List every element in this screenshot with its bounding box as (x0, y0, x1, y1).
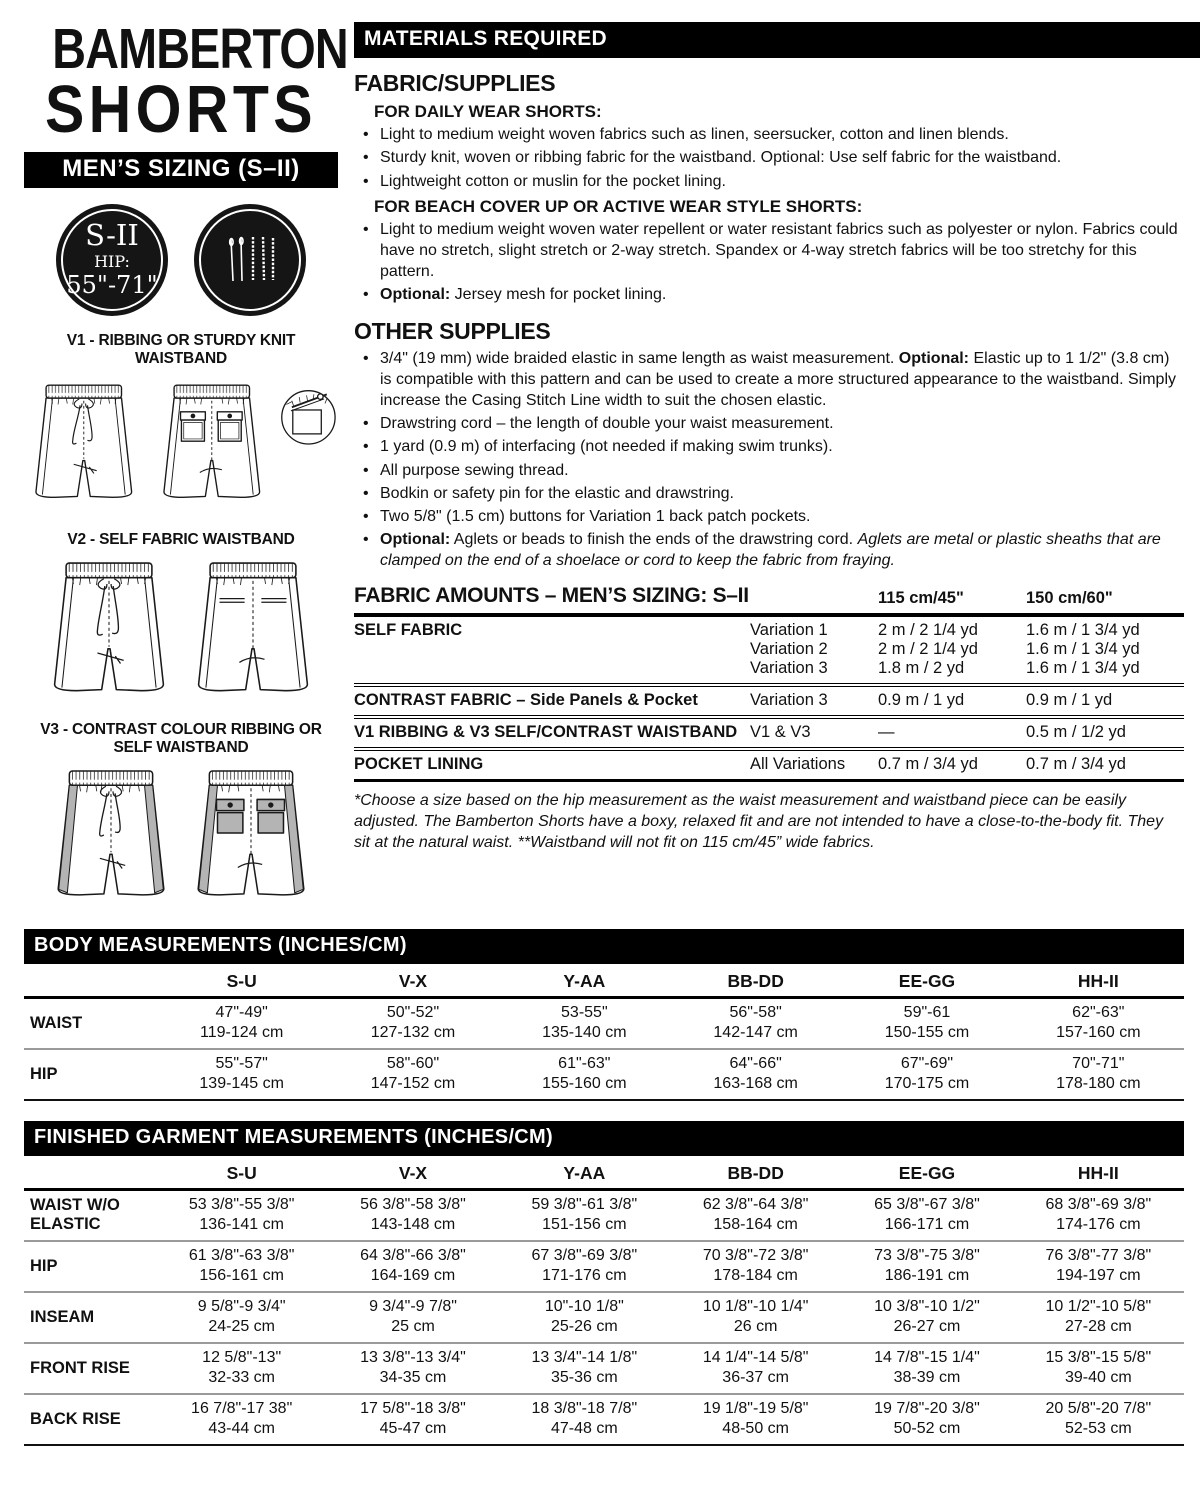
measurement-cell: 73 3/8"-75 3/8" 186-191 cm (841, 1241, 1012, 1292)
table-row: CONTRAST FABRIC – Side Panels & Pocket Variation 3 0.9 m / 1 yd 0.9 m / 1 yd (354, 683, 1184, 715)
list-item: • All purpose sewing thread. (354, 461, 1184, 482)
size-column-header: EE-GG (841, 1156, 1012, 1190)
fabric-amounts-title: FABRIC AMOUNTS – MEN’S SIZING: S–II (354, 584, 749, 608)
measurement-cell: 47"-49" 119-124 cm (200, 1003, 284, 1041)
measurement-cell: 13 3/8"-13 3/4" 34-35 cm (327, 1343, 498, 1394)
measurement-row (24, 1189, 1184, 1241)
measurement-cell: 18 3/8"-18 7/8" 47-48 cm (499, 1394, 670, 1445)
shorts-back-drawing (152, 373, 272, 515)
bullet-icon: • (363, 461, 369, 479)
col-header-115: 115 cm/45" (878, 589, 964, 608)
bullet-icon: • (363, 221, 369, 239)
shorts-front-drawing (24, 373, 144, 515)
measurement-cell: 62 3/8"-64 3/8" 158-164 cm (702, 1195, 809, 1233)
list-item: • Optional: Jersey mesh for pocket lining. (354, 285, 1184, 306)
variation-3-label: V3 - CONTRAST COLOUR RIBBING OR SELF WAISTBAND (40, 721, 322, 757)
finished-measurements-bar: FINISHED GARMENT MEASUREMENTS (INCHES/CM) (24, 1121, 1184, 1156)
list-item: • Optional: Aglets or beads to finish the ends of the drawstring cord. Aglets are metal or plastic sheaths that are clamped on the end of a shoelace or cord to keep the fabric from fraying. (354, 530, 1184, 572)
measurement-row (24, 1049, 1184, 1100)
bullet-icon: • (363, 438, 369, 456)
measurement-cell: 55"-57" 139-145 cm (156, 1049, 327, 1100)
left-column (24, 17, 348, 909)
measurement-cell: 61 3/8"-63 3/8" 156-161 cm (156, 1241, 327, 1292)
measurement-label: BACK RISE (24, 1394, 156, 1445)
needles-badge (194, 204, 306, 316)
list-item: • 1 yard (0.9 m) of interfacing (not needed if making swim trunks). (354, 437, 1184, 458)
measurement-cell: 10 3/8"-10 1/2" 26-27 cm (841, 1292, 1012, 1343)
list-item: • 3/4" (19 mm) wide braided elastic in same length as waist measurement. Optional: Elastic up to 1 1/2" (3.8 cm) is compatible with this pattern and can be used to create a more structured appearance to the waistband. Simply increase the Casing Stitch Line width to suit the chosen elastic. (354, 349, 1184, 411)
bullet-icon: • (363, 414, 369, 432)
measurement-cell: 62"-63" 157-160 cm (1056, 1003, 1141, 1041)
right-column (338, 22, 1184, 909)
measurement-cell: 56"-58" 142-147 cm (713, 1003, 798, 1041)
measurement-cell: 65 3/8"-67 3/8" 166-171 cm (874, 1195, 980, 1233)
shorts-back-drawing (185, 555, 321, 705)
measurement-cell: 59"-61 150-155 cm (884, 1003, 970, 1041)
measurement-cell: 14 7/8"-15 1/4" 38-39 cm (841, 1343, 1012, 1394)
needles-icon (215, 225, 285, 295)
size-column-header: V-X (327, 964, 498, 998)
fabric-supplies-heading: FABRIC/SUPPLIES (354, 70, 556, 96)
bullet-icon: • (363, 126, 369, 143)
variation-3-illustration (24, 763, 338, 909)
list-item: • Bodkin or safety pin for the elastic and drawstring. (354, 484, 1184, 505)
size-badge (56, 204, 168, 316)
measurement-cell: 19 7/8"-20 3/8" 50-52 cm (841, 1394, 1012, 1445)
sizing-banner: MEN’S SIZING (S–II) (24, 152, 338, 188)
materials-required-bar: MATERIALS REQUIRED (354, 22, 1200, 58)
size-column-header: HH-II (1013, 1156, 1184, 1190)
size-badge-hip-range: 55"-71" (66, 270, 158, 299)
measurement-cell: 56 3/8"-58 3/8" 143-148 cm (360, 1195, 466, 1233)
fabric-amounts-table (354, 584, 1184, 782)
body-measurements-section (24, 929, 1184, 1101)
other-supplies-heading: OTHER SUPPLIES (354, 318, 551, 345)
finished-measurements-section (24, 1121, 1184, 1446)
measurement-row (24, 997, 1184, 1049)
sizing-footnote: *Choose a size based on the hip measurement as the waist measurement and waistband piece can be easily adjusted. The Bamberton Shorts have a boxy, relaxed fit and are not intended to have a close-to-the-body fit. They sit at the natural waist. **Waistband will not fit on 115 cm/45” wide fabrics. (354, 792, 1164, 851)
measurement-row (24, 1343, 1184, 1394)
measurement-cell: 10"-10 1/8" 25-26 cm (499, 1292, 670, 1343)
body-measurements-table (24, 964, 1184, 1101)
measurement-cell: 68 3/8"-69 3/8" 174-176 cm (1045, 1195, 1152, 1233)
measurement-cell: 15 3/8"-15 5/8" 39-40 cm (1013, 1343, 1184, 1394)
table-row: POCKET LINING All Variations 0.7 m / 3/4 yd 0.7 m / 3/4 yd (354, 747, 1184, 779)
bullet-icon: • (363, 484, 369, 502)
list-item: • Sturdy knit, woven or ribbing fabric for the waistband. Optional: Use self fabric for the waistband. (354, 148, 1184, 169)
size-column-header: Y-AA (499, 1156, 670, 1190)
measurement-label: WAIST W/O ELASTIC (30, 1196, 120, 1234)
bullet-icon: • (363, 286, 369, 304)
measurement-cell: 17 5/8"-18 3/8" 45-47 cm (327, 1394, 498, 1445)
size-column-header: EE-GG (841, 964, 1012, 998)
size-column-header: S-U (156, 964, 327, 998)
list-item: • Light to medium weight woven water repellent or water resistant fabrics such as polyester or nylon. Fabrics could have no stretch, slight stretch or 2-way stretch. Spandex or 4-way stretch fabrics will be too stretchy for this pattern. (354, 220, 1184, 282)
measurement-cell: 59 3/8"-61 3/8" 151-156 cm (531, 1195, 638, 1233)
measurement-cell: 12 5/8"-13" 32-33 cm (156, 1343, 327, 1394)
size-badge-hip-label: HIP: (94, 252, 130, 272)
list-item: • Two 5/8" (1.5 cm) buttons for Variation 1 back patch pockets. (354, 507, 1184, 528)
measurement-cell: 9 3/4"-9 7/8" 25 cm (327, 1292, 498, 1343)
measurement-cell: 10 1/8"-10 1/4" 26 cm (670, 1292, 841, 1343)
table-row: V1 RIBBING & V3 SELF/CONTRAST WAISTBAND V1 & V3 — 0.5 m / 1/2 yd (354, 715, 1184, 747)
size-column-header: BB-DD (670, 964, 841, 998)
measurement-cell: 70"-71" 178-180 cm (1013, 1049, 1184, 1100)
shorts-back-drawing (185, 763, 317, 909)
variation-1-label: V1 - RIBBING OR STURDY KNIT WAISTBAND (66, 331, 296, 367)
size-column-header: Y-AA (499, 964, 670, 998)
bullet-icon: • (363, 531, 369, 549)
bullet-icon: • (363, 172, 369, 190)
measurement-label: INSEAM (24, 1292, 156, 1343)
measurement-row (24, 1394, 1184, 1445)
shorts-front-drawing (41, 555, 177, 705)
measurement-cell: 19 1/8"-19 5/8" 48-50 cm (670, 1394, 841, 1445)
measurement-cell: 64"-66" 163-168 cm (670, 1049, 841, 1100)
pattern-title-line1: BAMBERTON (52, 17, 348, 81)
measurement-cell: 67 3/8"-69 3/8" 171-176 cm (499, 1241, 670, 1292)
list-item: • Drawstring cord – the length of double your waist measurement. (354, 414, 1184, 435)
measurement-cell: 67"-69" 170-175 cm (841, 1049, 1012, 1100)
size-column-header: S-U (156, 1156, 327, 1190)
bullet-icon: • (363, 350, 369, 368)
table-row: SELF FABRIC Variation 1 2 m / 2 1/4 yd 1.6 m / 1 3/4 yd Variation 2 2 m / 2 1/4 yd 1.6 m / 1 3/4 yd Variation 3 1.8 m / 2 yd 1.6 m / 1 3/4 yd (354, 621, 1140, 678)
list-item: • Light to medium weight woven fabrics such as linen, seersucker, cotton and linen blends. (354, 125, 1184, 146)
measurement-label: WAIST (30, 1013, 83, 1032)
pocket-detail-inset-icon (279, 373, 338, 515)
measurement-cell: 76 3/8"-77 3/8" 194-197 cm (1013, 1241, 1184, 1292)
measurement-cell: 53-55" 135-140 cm (542, 1003, 627, 1041)
measurement-cell: 61"-63" 155-160 cm (499, 1049, 670, 1100)
measurement-cell: 13 3/4"-14 1/8" 35-36 cm (499, 1343, 670, 1394)
size-column-header: BB-DD (670, 1156, 841, 1190)
col-header-150: 150 cm/60" (1026, 589, 1113, 608)
pattern-title-line2: SHORTS (44, 72, 318, 148)
measurement-cell: 50"-52" 127-132 cm (370, 1003, 456, 1041)
daily-wear-heading: FOR DAILY WEAR SHORTS: (374, 102, 602, 121)
measurement-cell: 58"-60" 147-152 cm (327, 1049, 498, 1100)
beach-wear-heading: FOR BEACH COVER UP OR ACTIVE WEAR STYLE SHORTS: (374, 197, 863, 217)
size-column-header: V-X (327, 1156, 498, 1190)
measurement-cell: 9 5/8"-9 3/4" 24-25 cm (156, 1292, 327, 1343)
bullet-icon: • (363, 149, 369, 167)
variation-1-illustration (24, 373, 338, 515)
measurement-cell: 20 5/8"-20 7/8" 52-53 cm (1013, 1394, 1184, 1445)
list-item: • Lightweight cotton or muslin for the pocket lining. (354, 172, 1184, 193)
measurement-label: HIP (24, 1241, 156, 1292)
size-badge-size: S-II (85, 218, 139, 253)
measurement-cell: 64 3/8"-66 3/8" 164-169 cm (327, 1241, 498, 1292)
bullet-icon: • (363, 508, 369, 526)
measurement-cell: 70 3/8"-72 3/8" 178-184 cm (670, 1241, 841, 1292)
measurement-label: HIP (24, 1049, 156, 1100)
measurement-cell: 14 1/4"-14 5/8" 36-37 cm (670, 1343, 841, 1394)
shorts-front-drawing (45, 763, 177, 909)
variation-2-illustration (24, 555, 338, 705)
measurement-cell: 53 3/8"-55 3/8" 136-141 cm (188, 1195, 295, 1233)
measurement-label: FRONT RISE (24, 1343, 156, 1394)
measurement-row (24, 1241, 1184, 1292)
measurement-cell: 10 1/2"-10 5/8" 27-28 cm (1013, 1292, 1184, 1343)
variation-2-label: V2 - SELF FABRIC WAISTBAND (67, 531, 295, 549)
measurement-row (24, 1292, 1184, 1343)
finished-measurements-table (24, 1156, 1184, 1446)
measurement-cell: 16 7/8"-17 38" 43-44 cm (156, 1394, 327, 1445)
size-column-header: HH-II (1013, 964, 1184, 998)
body-measurements-bar: BODY MEASUREMENTS (INCHES/CM) (24, 929, 1184, 964)
